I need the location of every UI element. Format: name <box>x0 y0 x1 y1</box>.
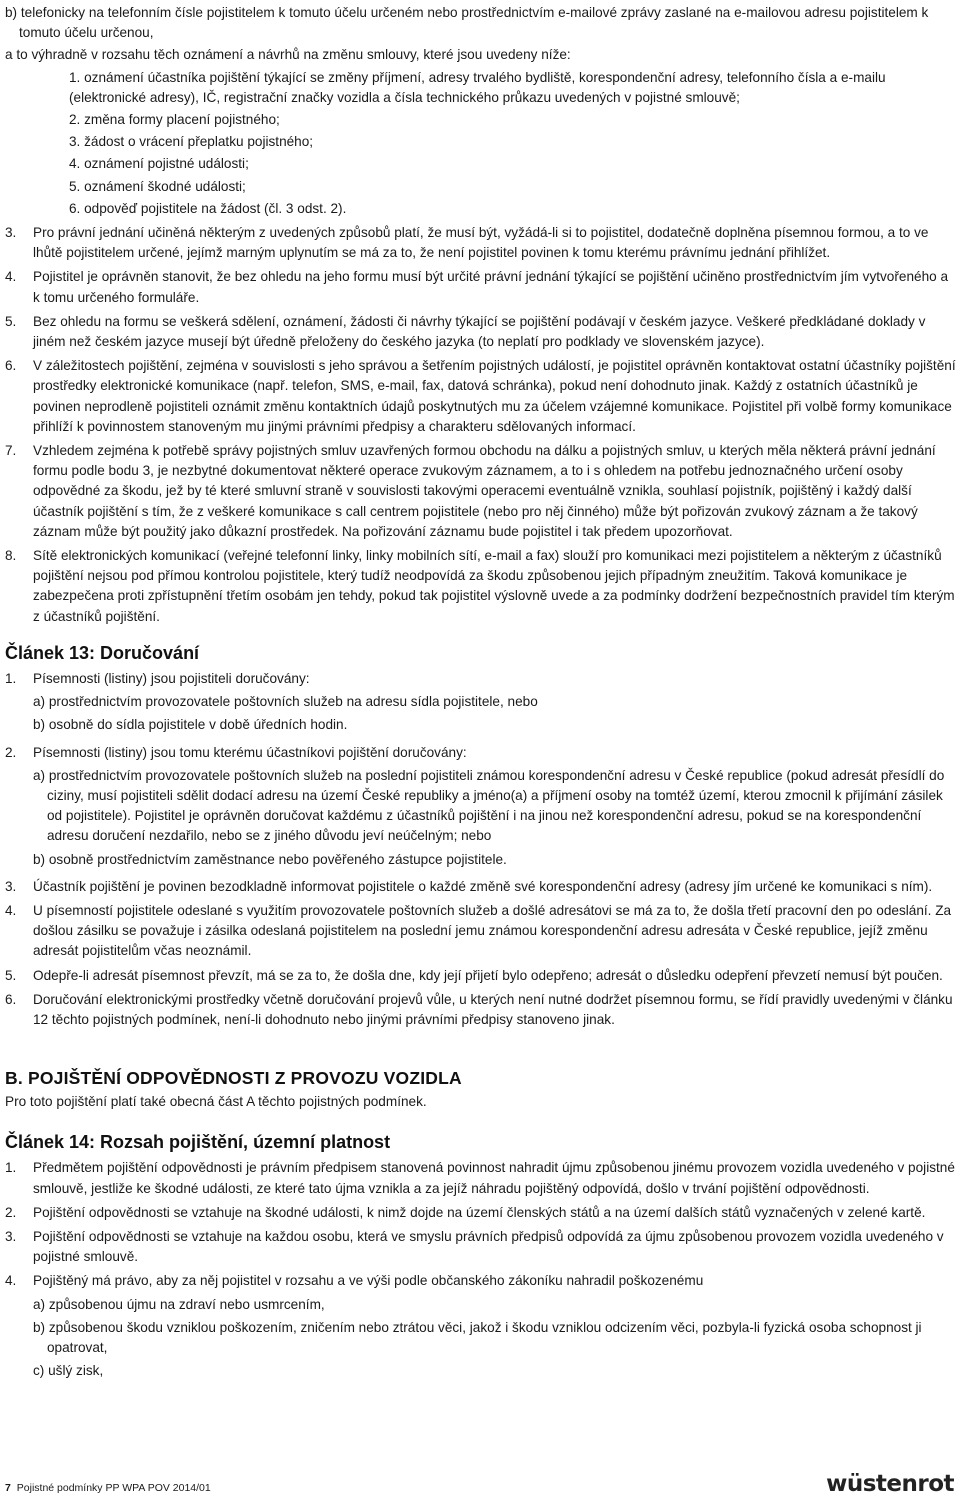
section-b-title: B. POJIŠTĚNÍ ODPOVĚDNOSTI Z PROVOZU VOZIDLA <box>5 1068 462 1089</box>
paragraph-number: 2. <box>5 744 17 760</box>
section-b-intro: Pro toto pojištění platí také obecná část A těchto pojistných podmínek. <box>5 1094 427 1110</box>
paragraph-number: 8. <box>5 548 17 564</box>
sub-item: b) způsobenou škodu vzniklou poškozením, zničením nebo ztrátou věci, jakož i škodu vzniklou odcizením věci, pozbyla-li fyzická osoba schopnost ji opatrovat, <box>33 1319 922 1355</box>
article13 <box>5 669 957 1030</box>
paragraph-text: Písemnosti (listiny) jsou tomu kterému účastníkovi pojištění doručovány: <box>33 744 467 760</box>
paragraph-number: 6. <box>5 991 17 1007</box>
paragraph <box>5 1227 957 1267</box>
list-item-text: 3. žádost o vrácení přeplatku pojistného; <box>69 134 314 150</box>
paragraph <box>5 267 957 307</box>
paragraph-body <box>33 1271 957 1384</box>
paragraph <box>5 990 957 1030</box>
paragraph-number: 4. <box>5 902 17 918</box>
paragraph <box>5 223 957 263</box>
paragraph-number: 3. <box>5 225 17 241</box>
paragraph <box>5 356 957 437</box>
paragraph-text: Pojištění odpovědnosti se vztahuje na každou osobu, která ve smyslu právních předpisů odpovídá za újmu způsobenou provozem vozidla uvedeného v pojistné smlouvě. <box>33 1228 944 1265</box>
paragraph-text: Pojištěný má právo, aby za něj pojistitel v rozsahu a ve výši podle občanského zákoníku nahradil poškozenému <box>33 1273 704 1289</box>
sub-item: b) osobně prostřednictvím zaměstnance nebo pověřeného zástupce pojistitele. <box>33 851 507 867</box>
paragraph-number: 7. <box>5 443 17 459</box>
sub-item: a) způsobenou újmu na zdraví nebo usmrcením, <box>33 1296 325 1312</box>
sub-item: c) ušlý zisk, <box>33 1363 104 1379</box>
document-body <box>5 3 957 1384</box>
paragraph-number: 3. <box>5 1228 17 1244</box>
intro-a-line: a to výhradně v rozsahu těch oznámení a návrhů na změnu smlouvy, které jsou uvedeny níže: <box>5 47 571 63</box>
list-item <box>69 154 957 174</box>
list-item-text: 1. oznámení účastníka pojištění týkající se změny příjmení, adresy trvalého bydliště, korespondenční adresy, telefonního čísla a e-mailu (elektronické adresy), IČ, registrační značky vozidla a čísla technického průkazu uvedených v pojistné smlouvě; <box>69 69 886 105</box>
paragraph <box>5 1203 957 1223</box>
list-item-text: 5. oznámení škodné události; <box>69 178 246 194</box>
paragraph-text: Doručování elektronickými prostředky včetně doručování projevů vůle, u kterých není nutné dodržet písemnou formu, se řídí pravidly uvedenými v článku 12 těchto pojistných podmínek, není-li dohodnuto nebo jinými právními předpisy stanoveno jinak. <box>33 991 953 1027</box>
page-number: 7 <box>5 1482 11 1494</box>
paragraph-number: 5. <box>5 313 17 329</box>
paragraph-number: 3. <box>5 878 17 894</box>
article14 <box>5 1158 957 1384</box>
list-item-text: 6. odpověď pojistitele na žádost (čl. 3 odst. 2). <box>69 200 347 216</box>
paragraph-text: Vzhledem zejména k potřebě správy pojistných smluv uzavřených formou obchodu na dálku a pojistných smluv, u kterých měla některá právní jednání formu podle bodu 3, je nezbytné dokumentovat některé operace zvukovým záznamem, a to i s ohledem na potřebu jednoznačného určení osoby odpovědné za škodu, jež by té které smluvní straně v souvislosti takovými operacemi eventuálně vznikla, souhlasí pojistník, pojištěný i každý další účastník pojištění s tím, že z veškeré komunikace s call centrem pojistitele (nebo pro něj činného) může být pořizován zvukový záznam a že takový záznam může být použitý jako důkazní prostředek. Na pořizování záznamu bude pojistitel i tak předem upozorňovat. <box>33 443 936 539</box>
list-item-text: 2. změna formy placení pojistného; <box>69 112 280 128</box>
paragraph-body <box>33 743 957 873</box>
list-item <box>69 110 957 130</box>
paragraph-text: Sítě elektronických komunikací (veřejné telefonní linky, linky mobilních sítí, e-mail a fax) slouží pro komunikaci mezi pojistitelem a některým z účastníků pojištění nejsou pod přímou kontrolou pojistitele, který tudíž neodpovídá za škodu způsobenou jejich případným zneužitím. Taková komunikace je zabezpečena proti zpřístupnění třetím osobám jen tehdy, pokud tak pojistitel výslovně uvede a za podmínky dodržení bezpečnostních pravidel tím kterým z účastníků pojištění. <box>33 548 955 624</box>
paragraph-text: U písemností pojistitele odeslané s využitím provozovatele poštovních služeb a došlé adresátovi se má za to, že došla třetí pracovní den po odeslání. Za došlou zásilku se považuje i zásilka odeslaná pojistitelem na poslední jemu známou korespondenční adresu adresáta v České republice, jejíž změnu adresát pojistitelům včas neoznámil. <box>33 902 952 959</box>
article14-title: Článek 14: Rozsah pojištění, územní platnost <box>5 1132 391 1153</box>
list-item <box>69 68 957 108</box>
paragraph <box>5 312 957 352</box>
paragraph-body <box>33 669 957 739</box>
paragraph-text: V záležitostech pojištění, zejména v souvislosti s jeho správou a šetřením pojistných událostí, je pojistitel oprávněn kontaktovat ostatní účastníky pojištění prostředky elektronické komunikace (např. telefon, SMS, e-mail, fax, datová schránka), pokud není dohodnuto jinak. Každý z ostatních účastníků je povinen neprodleně pojistiteli oznámit změnu kontaktních údajů poskytnutých mu za účelem vzájemné komunikace. Pojistitel při volbě formy komunikace přihlíží k povinnostem stanoveným mu jinými právními předpisy a charakteru sdělovaných informací. <box>33 358 956 434</box>
paragraph <box>5 1271 957 1384</box>
paragraph-number: 6. <box>5 358 17 374</box>
intro-list <box>69 68 957 219</box>
paragraph-text: Účastník pojištění je povinen bezodkladně informovat pojistitele o každé změně své korespondenční adresy (adresy jím určené ke komunikaci s ním). <box>33 878 933 894</box>
paragraph-text: Pro právní jednání učiněná některým z uvedených způsobů platí, že musí být, vyžádá-li si to pojistitel, dodatečně doplněna písemnou formou, a to ve lhůtě pojistitelem určené, jejímž marným uplynutím se má za to, že není pojistitel povinen k tomu kterému právnímu jednání přihlížet. <box>33 225 929 261</box>
wustenrot-logo: wüstenrot <box>826 1471 954 1497</box>
article13-title: Článek 13: Doručování <box>5 642 200 663</box>
paragraph-number: 1. <box>5 1160 17 1176</box>
sub-item: b) osobně do sídla pojistitele v době úředních hodin. <box>33 717 348 733</box>
paragraph-number: 4. <box>5 269 17 285</box>
paragraph-number: 1. <box>5 670 17 686</box>
paragraph-number: 5. <box>5 967 17 983</box>
paragraph <box>5 966 957 986</box>
paragraph <box>5 877 957 897</box>
intro-b-line: b) telefonicky na telefonním čísle pojistitelem k tomuto účelu určeném nebo prostřednictvím e-mailové zprávy zaslané na e-mailovou adresu pojistitelem k tomuto účelu určenou, <box>5 5 929 41</box>
paragraph <box>5 1158 957 1198</box>
paragraph-text: Předmětem pojištění odpovědnosti je právním předpisem stanovená povinnost nahradit újmu způsobenou jinému provozem vozidla uvedeného v pojistné smlouvě, jestliže ke škodné události, ze které tato újma vznikla a za jejíž náhradu pojištěný odpovídá, došlo v trvání pojištění odpovědnosti. <box>33 1160 955 1196</box>
sub-item: a) prostřednictvím provozovatele poštovních služeb na poslední pojistiteli známou korespondenční adresu v České republice (pokud adresát přesídlí do ciziny, musí pojistiteli sdělit dodací adresu na území České republiky a jméno(a) a příjmení osoby na tomtéž území, kterou zmocnil k přijímání zásilek od pojistitele). Pojistitel je oprávněn doručovat každému z účastníků pojištění i na jinou než korespondenční adresu, pokud se na korespondenční adresu doručení nezdařilo, nebo se z jiného důvodu jeví neúčelným; nebo <box>33 767 945 844</box>
paragraph <box>5 901 957 962</box>
paragraph-text: Bez ohledu na formu se veškerá sdělení, oznámení, žádosti či návrhy týkající se pojištění podávají v českém jazyce. Veškeré předkládané doklady v jiném než českém jazyce musejí být úředně přeloženy do českého jazyka (to neplatí pro podklady ve slovenském jazyce). <box>33 313 926 350</box>
article12-continued <box>5 223 957 627</box>
list-item-text: 4. oznámení pojistné události; <box>69 156 249 172</box>
paragraph <box>5 546 957 627</box>
paragraph-text: Pojištění odpovědnosti se vztahuje na škodné události, k nimž dojde na území členských států a na území dalších států vyznačených v zelené kartě. <box>33 1204 926 1220</box>
paragraph-text: Pojistitel je oprávněn stanovit, že bez ohledu na jeho formu musí být určité právní jednání týkající se pojištění učiněno prostřednictvím jím vytvořeného a k tomu určeného formuláře. <box>33 269 949 305</box>
list-item <box>69 199 957 219</box>
paragraph-text: Písemnosti (listiny) jsou pojistiteli doručovány: <box>33 670 310 686</box>
list-item <box>69 132 957 152</box>
paragraph-text: Odepře-li adresát písemnost převzít, má se za to, že došla dne, kdy její přijetí bylo odepřeno; adresát o důsledku odepření převzetí nemusí být poučen. <box>33 967 943 983</box>
paragraph <box>5 441 957 542</box>
document-name: Pojistné podmínky PP WPA POV 2014/01 <box>16 1482 211 1494</box>
footer <box>5 1481 211 1495</box>
paragraph-number: 2. <box>5 1204 17 1220</box>
list-item <box>69 177 957 197</box>
paragraph <box>5 743 957 873</box>
paragraph <box>5 669 957 739</box>
sub-item: a) prostřednictvím provozovatele poštovních služeb na adresu sídla pojistitele, nebo <box>33 694 538 710</box>
paragraph-number: 4. <box>5 1273 17 1289</box>
